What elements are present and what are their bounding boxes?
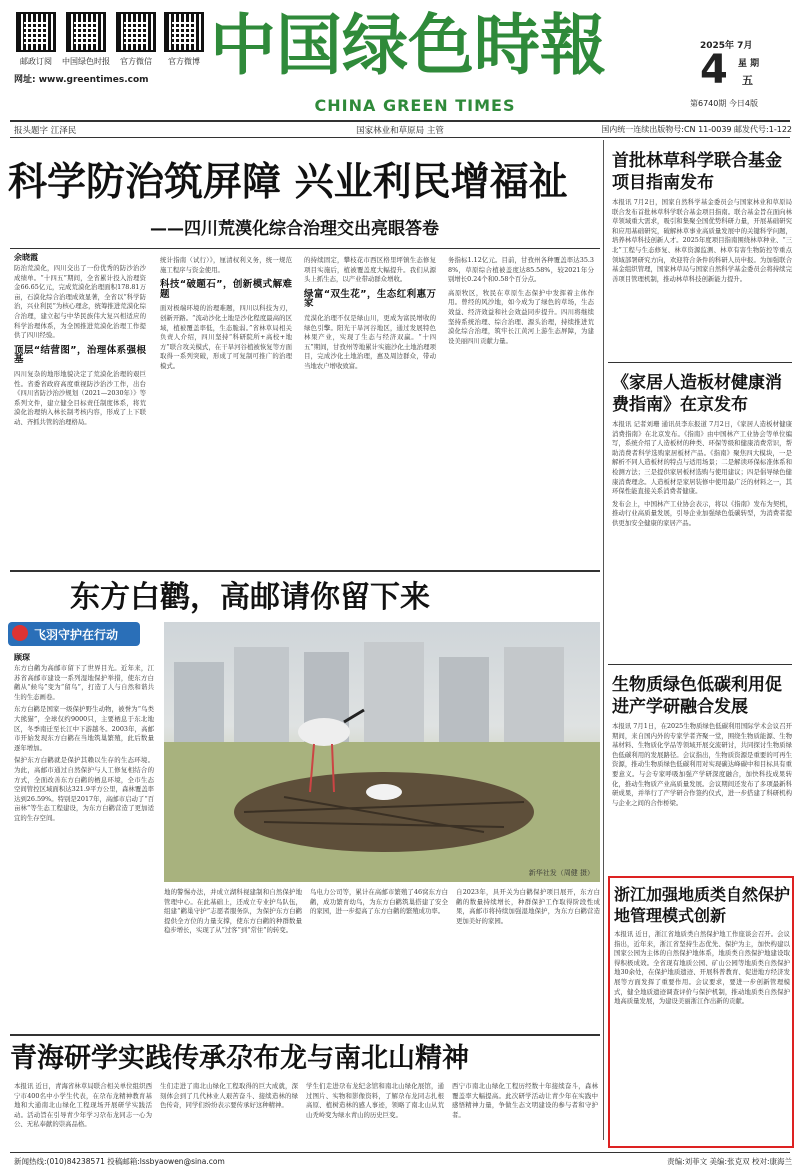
feature-tag-banner — [8, 622, 140, 646]
lead-subhead: 科技“破题石”，创新模式解难题 — [160, 279, 292, 300]
feature-paragraph: 保护东方白鹳就是保护其赖以生存的生态环境。为此，高邮市通过自然保护与人工修复相结合的方式，全面改善东方白鹳的栖息环境，全市生态空间管控区域面积达321.9平方公里，森林覆盖率达到26.59%。特别是2017年，高邮市启动了“百亩林”等生态工程建设，为东方白鹳营造了更加适宜的生存空间。 — [14, 756, 154, 822]
bird-icon — [12, 625, 28, 641]
sidebar-article-body: 本报讯 7月1日，在2025生物质绿色低碳利用国际学术会议召开期间，来自国内外的专家学者齐聚一堂，围绕生物质能源、生物基材料、生物质化学品等领域开展交流研讨，共同探讨生物质绿色低碳利用的发展路径。会议指出，生物质资源是重要的可再生资源，推动生物质绿色低碳利用对实现碳达峰碳中和目标具有重要意义。与会专家呼吸加强产学研深度融合，加快科技成果转化，推动生物质产业高质量发展。会议期间还发布了多项最新科研成果，并举行了产学研合作签约仪式，进一步搭建了科研机构与企业之间的合作桥梁。 — [612, 722, 792, 807]
sidebar-paragraph: 发布会上，中国林产工业协会表示，将以《指南》发布为契机，推动行业高质量发展，引导企业加强绿色低碳转型，为消费者提供更加安全健康的家居产品。 — [612, 499, 792, 527]
lead-column — [14, 264, 146, 564]
qr-code-wechat[interactable] — [116, 12, 156, 52]
sidebar-paragraph: 本报讯 记者刘珊 通讯员李东报道 7月2日，《家居人造板材健康消费指南》在北京发布。《指南》由中国林产工业协会等单位编写，系统介绍了人造板材的种类、环保等级和健康消费常识，帮助消费者科学选购家居板材产品。《指南》聚焦四大模块，一是解析不同人造板材的特点与适用场景；二是解读环保标准体系和检测方法；三是提供家居板材选购与使用建议；四是倡导绿色健康消费理念。人造板材是家居装修中使用最广泛的材料之一，其环保性能直接关系消费者健康。 — [612, 420, 792, 496]
feature-headline: 东方白鹳，高邮请你留下来 — [70, 580, 430, 615]
sidebar-article-body — [612, 420, 792, 660]
qr-code-weibo[interactable] — [164, 12, 204, 52]
qr-label: 官方微博 — [168, 57, 200, 66]
lead-subhead: 顶层“结营图”，治理体系强根基 — [14, 344, 146, 366]
lead-paragraph: 面对极端环境的治理难题，四川以科技为刃，创新开路。“流动沙化土地是沙化程度最高的区域，植被覆盖率低，生态脆弱。”省林草局相关负责人介绍，四川坚持“科研院所+高校+地方”联合攻关模式，在干旱河谷植被恢复等方面取得一系列突破，形成了可复制可推广的治理模式。 — [160, 304, 292, 370]
sidebar-article-body: 本报讯 7月2日，国家自然科学基金委员会与国家林业和草原局联合发布首批林草科学联合基金项目指南。联合基金旨在面向林草领域重大需求，吸引和集聚全国优势科研力量，开展基础研究和应用基础研究，破解林草事业高质量发展中的关键科学问题，培养林草科技创新人才。2025年度项目指南围绕林草种业、“三北”工程与生态修复、林草资源监测、林草有害生物防控等重点领域部署研究方向，欢迎符合条件的科研人员申报。为加强联合基金组织管理，国家林草局与国家自然科学基金委员会将持续完善项目管理机制，推动林草科技创新能力提升。 — [612, 198, 792, 283]
lead-column — [304, 256, 436, 564]
date-year-month: 2025年 7月 — [700, 41, 753, 51]
lead-headline: 科学防治筑屏障 兴业利民增福祉 — [8, 160, 568, 205]
qr-label: 官方微信 — [120, 57, 152, 66]
footer-editors: 责编:刘菲文 美编:张克双 校对:康海兰 — [667, 1157, 792, 1166]
masthead-english: CHINA GREEN TIMES — [314, 96, 516, 115]
sidebar-article-body: 本报讯 近日，浙江省地质类自然保护地工作座谈会召开。会议指出，近年来，浙江省坚持生态优先、保护为主，加快构建以国家公园为主体的自然保护地体系，地质类自然保护地建设取得积极成效。全省现有地质公园、矿山公园等地质类自然保护地30余处，在保护地质遗迹、开展科普教育、促进地方经济发展等方面发挥了重要作用。会议要求，要进一步创新管理模式，健全地质遗迹调查评价与保护机制，推动地质类自然保护地高质量发展，为建设美丽浙江作出新的贡献。 — [614, 930, 790, 1006]
feature-paragraph: 东方白鹳是国家一级保护野生动物，被誉为“鸟类大熊猫”，全球仅约9000只，主要栖息于东北地区，冬季南迁至长江中下游越冬。2003年，高邮市开始发现东方白鹳在当地筑巢繁殖，此后数量逐年增加。 — [14, 705, 154, 752]
footer-contact: 新闻热线:(010)84238571 投稿邮箱:lssbyaowen@sina.com — [14, 1157, 225, 1166]
feature-column: 自2023年，具开关为白鹳保护项目展开，东方白鹳的数量持续增长，种群保护工作取得阶段性成果，高邮市将持续加强湿地保护，为东方白鹳营造更加美好的家园。 — [456, 888, 600, 925]
bottom-column: 本报讯 近日，青海省林草局联合相关单位组织西宁市400名中小学生代表，在尕布龙精神教育基地和大通南北山绿化工程现场开展研学实践活动。活动旨在引导青少年学习尕布龙同志一心为公、无私奉献的崇高品格。 — [14, 1082, 152, 1129]
feature-column — [14, 664, 154, 1034]
lead-paragraph: 四川复杂的地形地貌决定了荒漠化治理的艰巨性。省委省政府高度重视防沙治沙工作，出台《四川省防沙治沙规划（2021—2030年）》等系列文件，建立健全目标责任制度体系，将荒漠化治理纳入林长制考核内容，形成了上下联动、齐抓共管的治理格局。 — [14, 369, 146, 426]
sidebar-headline: 浙江加强地质类自然保护地管理模式创新 — [614, 885, 790, 925]
bottom-headline: 青海研学实践传承尕布龙与南北山精神 — [10, 1043, 469, 1074]
qr-label: 邮政订阅 — [20, 57, 52, 66]
lead-column — [160, 256, 292, 564]
qr-code-paper[interactable] — [66, 12, 106, 52]
stork-nest-photo — [164, 622, 600, 882]
lead-paragraph: 荒漠化治理不仅是绿山川，更成为富民增收的绿色引擎。阳光干旱河谷地区，通过发展特色林果产业，实现了生态与经济双赢。“十四五”期间，甘孜州等地累计实施沙化土地治理项目，完成沙化土地治理，惠及周边群众，带动当地农户增收致富。 — [304, 313, 436, 370]
masthead-title: 中国绿色時報 — [210, 6, 606, 84]
lead-column — [448, 256, 594, 564]
photo-illustration — [164, 622, 600, 882]
bottom-column: 学生们走进尕布龙纪念馆和南北山绿化展馆，通过图片、实物和影像资料，了解尕布龙同志扎根高原、植树造林的感人事迹，领略了南北山从荒山秃岭变为绿水青山的历史巨变。 — [306, 1082, 444, 1119]
lead-subhead: 绿富“双生花”，生态红利惠万家 — [304, 288, 436, 310]
weekday: 五 — [742, 74, 753, 87]
weekday-label: 星 期 — [738, 59, 760, 69]
lead-byline: 余晓霞 — [14, 253, 38, 262]
sidebar-headline: 《家居人造板材健康消费指南》在京发布 — [612, 373, 782, 415]
lead-paragraph: 高原牧区，牧民在草原生态保护中发挥着主体作用。曾经的风沙地，如今成为了绿色的草场，生态效益、经济效益和社会效益同步提升。四川将继续坚持系统治理、综合治理、源头治理，持续推进荒漠化综合治理，筑牢长江黄河上游生态屏障，为建设美丽四川贡献力量。 — [448, 288, 594, 345]
bottom-column: 生们走进了南北山绿化工程取得的巨大成就，深刻体会到了几代林业人艰苦奋斗、接续造林的绿色传奇，同学们纷纷表示要传承好这种精神。 — [160, 1082, 298, 1110]
bottom-column: 西宁市南北山绿化工程历经数十年接续奋斗，森林覆盖率大幅提高。此次研学活动让青少年在实践中感悟精神力量，争做生态文明建设的参与者和守护者。 — [452, 1082, 598, 1119]
issue-number: 第6740期 今日4版 — [690, 99, 758, 108]
photo-credit: 新华社发（周健 摄） — [528, 869, 594, 877]
lead-subheadline: ——四川荒漠化综合治理交出亮眼答卷 — [150, 219, 439, 239]
qr-code-postal[interactable] — [16, 12, 56, 52]
website: 网址: www.greentimes.com — [14, 75, 149, 85]
infobar-right: 国内统一连续出版物号:CN 11-0039 邮发代号:1-122 — [601, 125, 792, 134]
feature-tag: 飞羽守护在行动 — [34, 628, 119, 642]
infobar-center: 国家林业和草原局 主管 — [356, 126, 444, 136]
lead-paragraph: 防治荒漠化，四川交出了一份优秀的防沙治沙成绩单。“十四五”期间，全省累计投入治理资金66.65亿元，完成荒漠化治理面积178.81万亩，石漠化综合治理成效显著，全省以“科学防治，兴业利民”为核心理念，统筹推进荒漠化综合治理，建立起与中华民族伟大复兴相适应的科学治理体系，为全国推进荒漠化治理工作提供了四川经验。 — [14, 264, 146, 340]
lead-paragraph: 的持续固定，攀枝花市西区格里坪镇生态修复项目实施后，植被覆盖度大幅提升。我们从源头上抓生态，以产业带动群众增收。 — [304, 256, 436, 284]
lead-paragraph: 务指标1.12亿元。目前，甘孜州各种覆盖率达35.38%，草原综合植被盖度达85.58%，较2021年分别增长0.24个和0.58个百分点。 — [448, 256, 594, 284]
sidebar-headline: 生物质绿色低碳利用促进产学研融合发展 — [612, 675, 782, 717]
feature-paragraph: 东方白鹳为高邮市留下了世界目光。近年来，江苏省高邮市建设一系列湿地保护举措，使东方白鹳从“候鸟”变为“留鸟”，打造了人与自然和谐共生的生态画卷。 — [14, 664, 154, 701]
feature-column: 鸟电力公司等，累计在高邮市繁殖了46窝东方白鹳，成功繁育幼鸟，为东方白鹳筑巢搭建了安全的家园，进一步提高了东方白鹳的繁殖成功率。 — [310, 888, 448, 916]
feature-column: 地的警惕办法，并成立湖科视建制和自然保护地管理中心。在此基础上，还成立专业护鸟队伍，组建“鹳巢守护”志愿者服务队，为保护东方白鹳提供全方位的力量支撑，使东方白鹳的种群数量稳步增长，实现了从“过客”到“常住”的转变。 — [164, 888, 302, 935]
lead-paragraph: 统计指南（试行）》，厘清权利义务，统一规范施工程序与资金使用。 — [160, 256, 292, 274]
date-day: 4 — [700, 50, 728, 90]
sidebar-headline: 首批林草科学联合基金项目指南发布 — [612, 151, 782, 193]
feature-byline: 顾琛 — [14, 653, 30, 662]
infobar-left: 报头题字 江泽民 — [14, 126, 77, 136]
qr-label: 中国绿色时报 — [62, 57, 110, 66]
